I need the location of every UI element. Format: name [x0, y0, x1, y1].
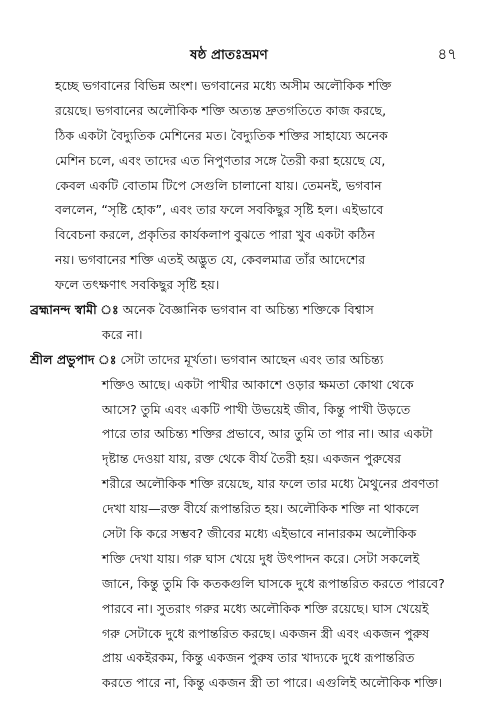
speaker-name: ব্রহ্মানন্দ স্বামী ঃ [30, 302, 119, 318]
text-line: মেশিন চলে, এবং তাদের এত নিপুণতার সঙ্গে তৈরী করা হয়েছে যে, [55, 152, 386, 168]
dialogue-text: সেটা তাদের মূর্খতা। ভগবান আছেন এবং তার অচিন্ত্য [120, 351, 384, 367]
text-line: গরু সেটাকে দুধে রূপান্তরিত করছে। একজন স্ত্রী এবং একজন পুরুষ [102, 625, 430, 641]
text-line: করে না। [102, 326, 143, 342]
text-line: করতে পারে না, কিন্তু একজন স্ত্রী তা পারে। এগুলিই অলৌকিক শক্তি। [102, 675, 443, 691]
text-line: আসে? তুমি এবং একটি পাখী উভয়েই জীব, কিন্তু পাখী উড়তে [102, 401, 411, 417]
speaker-name: শ্রীল প্রভুপাদ ঃ [30, 351, 117, 367]
paragraph-continuation [30, 74, 470, 298]
dialogue-prabhupada [30, 348, 470, 696]
text-line: সেটা কি করে সম্ভব? জীবের মধ্যে এইভাবে নানারকম অলৌকিক [102, 526, 417, 542]
text-line: বিবেচনা করলে, প্রকৃতির কার্যকলাপ বুঝতে পারা খুব একটা কঠিন [55, 227, 375, 243]
text-line: পারে তার অচিন্ত্য শক্তির প্রভাবে, আর তুমি তা পার না। আর একটা [102, 426, 433, 442]
page-number: ৪৭ [437, 45, 457, 63]
text-line: পারবে না। সুতরাং গরুর মধ্যে অলৌকিক শক্তি রয়েছে। ঘাস খেয়েই [102, 600, 429, 616]
text-line: বললেন, “সৃষ্টি হোক”, এবং তার ফলে সবকিছুর সৃষ্টি হল। এইভাবে [55, 202, 384, 218]
text-line: নয়। ভগবানের শক্তি এতই অদ্ভুত যে, কেবলমাত্র তাঁর আদেশের [55, 252, 366, 268]
text-line: শক্তিও আছে। একটা পাখীর আকাশে ওড়ার ক্ষমতা কোথা থেকে [102, 376, 414, 392]
running-header [0, 44, 485, 66]
text-line [30, 298, 470, 323]
text-line: শরীরে অলৌকিক শক্তি রয়েছে, যার ফলে তার মধ্যে মৈথুনের প্রবণতা [102, 476, 439, 492]
text-line: কেবল একটি বোতাম টিপে সেগুলি চালানো যায়। তেমনই, ভগবান [55, 177, 382, 193]
dialogue-brahmananda [30, 298, 470, 348]
text-line: জানে, কিন্তু তুমি কি কতকগুলি ঘাসকে দুধে রূপান্তরিত করতে পারবে? [102, 575, 445, 591]
body-text [30, 74, 470, 696]
text-line: ফলে তৎক্ষণাৎ সবকিছুর সৃষ্টি হয়। [55, 277, 220, 293]
text-line: শক্তি দেখা যায়। গরু ঘাস খেয়ে দুধ উৎপাদন করে। সেটা সকলেই [102, 550, 420, 566]
text-line: দৃষ্টান্ত দেওয়া যায়, রক্ত থেকে বীর্য তৈরী হয়। একজন পুরুষের [102, 451, 402, 467]
dialogue-text: অনেক বৈজ্ঞানিক ভগবান বা অচিন্ত্য শক্তিকে বিশ্বাস [122, 302, 374, 318]
text-line: দেখা যায়—রক্ত বীর্যে রূপান্তরিত হয়। অলৌকিক শক্তি না থাকলে [102, 501, 419, 517]
text-line: রয়েছে। ভগবানের অলৌকিক শক্তি অত্যন্ত দ্রুতগতিতে কাজ করছে, [55, 102, 387, 118]
text-line: ঠিক একটা বৈদ্যুতিক মেশিনের মত। বৈদ্যুতিক শক্তির সাহায্যে অনেক [55, 127, 388, 143]
text-line: হচ্ছে ভগবানের বিভিন্ন অংশ। ভগবানের মধ্যে অসীম অলৌকিক শক্তি [55, 78, 392, 93]
text-line: প্রায় একইরকম, কিন্তু একজন পুরুষ তার খাদ্যকে দুধে রূপান্তরিত [102, 650, 415, 666]
chapter-title: ষষ্ঠ প্রাতঃভ্রমণ [190, 47, 268, 63]
text-line [30, 348, 470, 373]
